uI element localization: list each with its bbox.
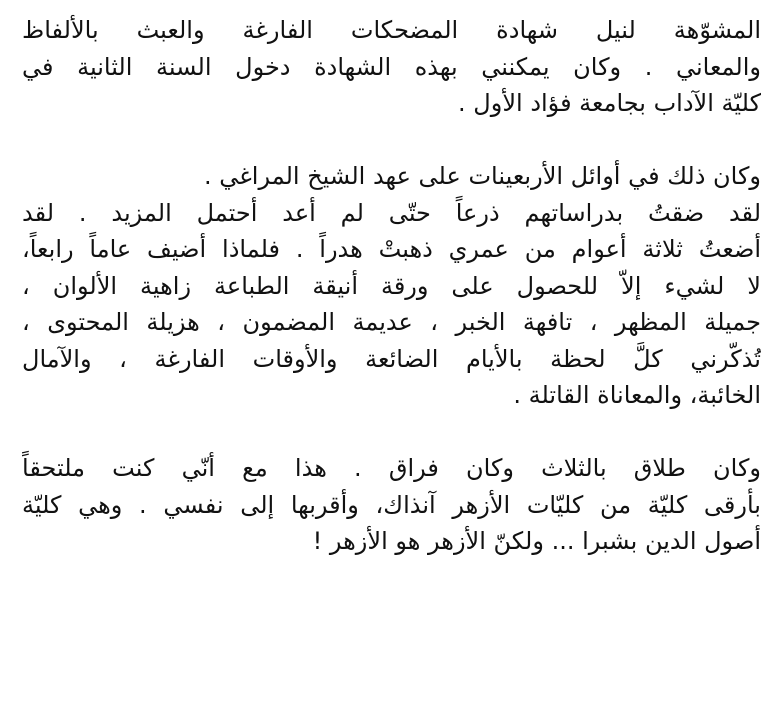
text-line: المشوّهة لنيل شهادة المضحكات الفارغة والعبث بالألفاظ	[22, 16, 761, 44]
paragraph-3	[22, 450, 761, 560]
text-line: تُذكّرني كلَّ لحظة بالأيام الضائعة والأوقات الفارغة ، والآمال	[22, 344, 761, 373]
text-line: والمعاني . وكان يمكنني بهذه الشهادة دخول السنة الثانية في	[22, 52, 761, 81]
paragraph-spacer	[22, 414, 761, 451]
text-line: بأرقى كليّة من كليّات الأزهر آنذاك، وأقربها إلى نفسي . وهي كليّة	[22, 490, 761, 519]
text-line: كليّة الآداب بجامعة فؤاد الأول .	[458, 89, 761, 117]
text-line: لقد ضقتُ بدراساتهم ذرعاً حتّى لم أعد أحتمل المزيد . لقد	[22, 198, 761, 227]
text-line: أضعتُ ثلاثة أعوام من عمري ذهبتْ هدراً . فلماذا أضيف عاماً رابعاً،	[22, 235, 761, 263]
text-line: وكان ذلك في أوائل الأربعينات على عهد الشيخ المراغي .	[203, 162, 761, 190]
paragraph-1	[22, 12, 761, 122]
text-line: جميلة المظهر ، تافهة الخبر ، عديمة المضمون ، هزيلة المحتوى ،	[22, 308, 761, 336]
text-line: أصول الدين بشبرا ... ولكنّ الأزهر هو الأزهر !	[312, 527, 761, 555]
paragraph-spacer	[22, 122, 761, 159]
text-line: وكان طلاق بالثلاث وكان فراق . هذا مع أنّي كنت ملتحقاً	[22, 454, 761, 482]
text-line: الخائبة، والمعاناة القاتلة .	[513, 381, 761, 409]
text-line: لا لشيء إلاّ للحصول على ورقة أنيقة الطباعة زاهية الألوان ،	[22, 271, 761, 300]
paragraph-2	[22, 158, 761, 414]
